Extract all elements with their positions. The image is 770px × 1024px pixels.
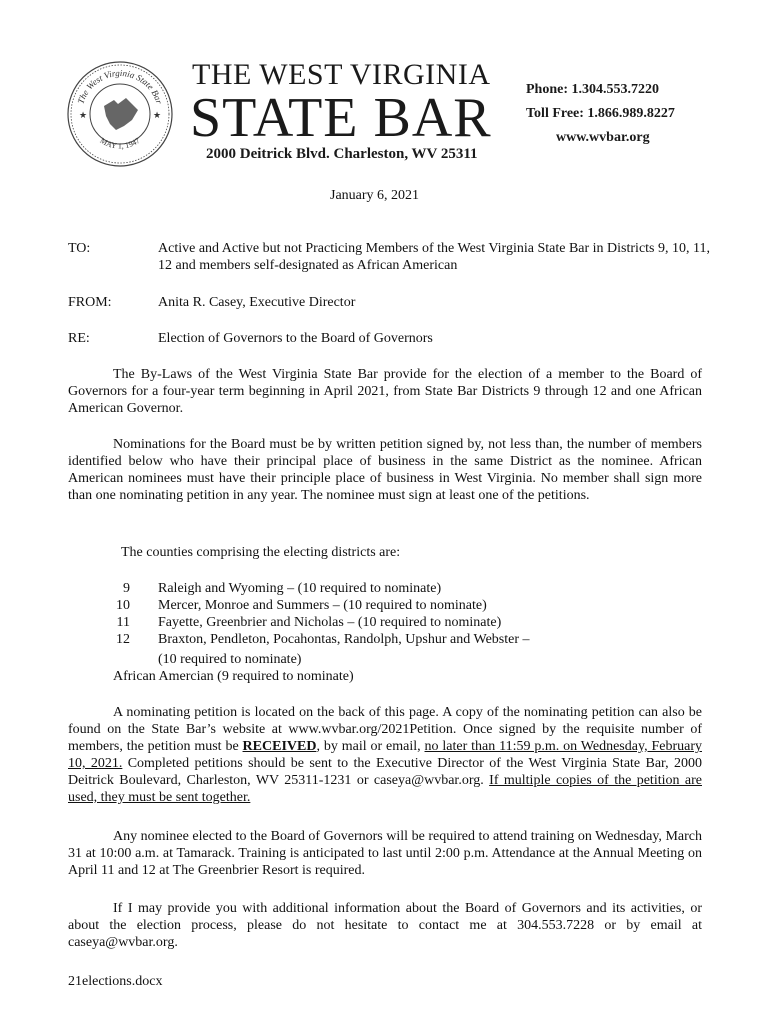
district-counties: Raleigh and Wyoming – (10 required to nominate) [158, 581, 442, 596]
state-bar-seal-logo [66, 60, 174, 168]
to-value: Active and Active but not Practicing Members of the West Virginia State Bar in Districts 9, 10, 11, 12 and members self-designated as African American [158, 241, 710, 273]
district-12-continuation: (10 required to nominate) [158, 652, 302, 667]
phone: Phone: 1.304.553.7220 [526, 82, 659, 97]
deadline-text: no later than 11:59 p.m. on Wednesday, February 10, 2021. [68, 739, 702, 771]
paragraph-training: Any nominee elected to the Board of Governors will be required to attend training on Wednesday, March 31 at 10:00 a.m. at Tamarack. Training is anticipated to last until 2:00 p.m. Attendance at the Annual Meeting on April 11 and 12 at The Greenbrier Resort is required. [68, 829, 702, 878]
paragraph-petition [68, 704, 702, 806]
district-counties: Fayette, Greenbrier and Nicholas – (10 required to nominate) [158, 615, 502, 630]
org-name-line2: STATE BAR [190, 87, 492, 149]
org-name-line1: THE WEST VIRGINIA [192, 58, 491, 91]
district-number: 10 [116, 598, 130, 613]
petition-text-a: A nominating petition is located on the back of this page. A copy of the nominating petition can also be found on the State Bar’s website at www.wvbar.org/2021Petition. Once signed by the requisite number of members, the petition must be [68, 705, 702, 754]
website: www.wvbar.org [556, 130, 650, 145]
svg-text:★: ★ [79, 110, 88, 120]
from-value: Anita R. Casey, Executive Director [158, 295, 356, 310]
african-american-seat: African Amercian (9 required to nominate) [113, 669, 354, 684]
district-counties: Braxton, Pendleton, Pocahontas, Randolph, Upshur and Webster – [158, 632, 530, 647]
svg-text:The West Virginia State Bar: The West Virginia State Bar [75, 67, 165, 106]
svg-text:MAY 1, 1947: MAY 1, 1947 [98, 135, 142, 151]
district-number: 12 [116, 632, 130, 647]
footer-filename: 21elections.docx [68, 974, 163, 989]
district-counties: Mercer, Monroe and Summers – (10 required to nominate) [158, 598, 487, 613]
district-number: 9 [123, 581, 130, 596]
multiple-copies-note: If multiple copies of the petition are used, they must be sent together. [68, 773, 702, 805]
letter-date: January 6, 2021 [330, 188, 420, 203]
to-label: TO: [68, 241, 91, 256]
counties-intro: The counties comprising the electing districts are: [121, 545, 401, 560]
petition-text-c: Completed petitions should be sent to the Executive Director of the West Virginia State Bar, 2000 Deitrick Boulevard, Charleston, WV 25311-1231 or caseya@wvbar.org. [68, 756, 702, 788]
paragraph-nominations: Nominations for the Board must be by written petition signed by, not less than, the number of members identified below who have their principal place of business in the same District as the nominee. African American nominees must have their principle place of business in West Virginia. No member shall sign more than one nominating petition in any year. The nominee must sign at least one of the petitions. [68, 437, 702, 503]
petition-text-b: , by mail or email, [316, 739, 425, 754]
paragraph-bylaws: The By-Laws of the West Virginia State Bar provide for the election of a member to the Board of Governors for a four-year term beginning in April 2021, from State Bar Districts 9 through 12 and one African American Governor. [68, 367, 702, 416]
re-label: RE: [68, 331, 90, 346]
from-label: FROM: [68, 295, 112, 310]
paragraph-contact: If I may provide you with additional information about the Board of Governors and its activities, or about the election process, please do not hesitate to contact me at 304.553.7228 or by email at caseya@wvbar.org. [68, 901, 702, 950]
svg-text:★: ★ [153, 110, 162, 120]
district-number: 11 [116, 615, 130, 630]
org-address: 2000 Deitrick Blvd. Charleston, WV 25311 [206, 146, 478, 162]
toll-free: Toll Free: 1.866.989.8227 [526, 106, 675, 121]
received-emphasis: RECEIVED [242, 739, 317, 754]
contact-block [526, 78, 675, 150]
re-value: Election of Governors to the Board of Governors [158, 331, 433, 346]
